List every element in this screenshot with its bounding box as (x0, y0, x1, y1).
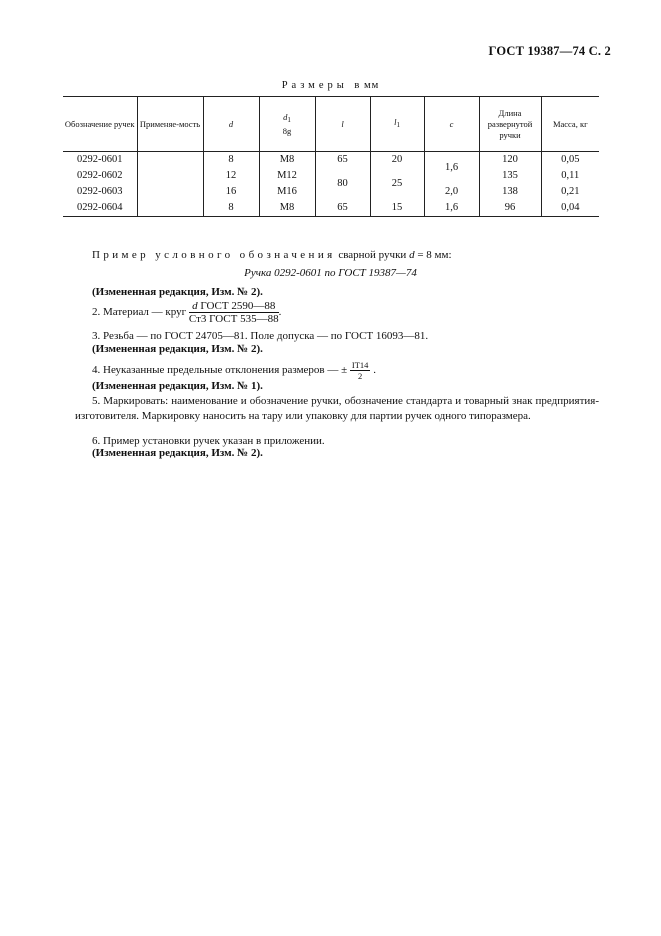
cell-c: 2,0 (424, 184, 479, 200)
item-5: 5. Маркировать: наименование и обозначение ручки, обозначение стандарта и товарный знак предприятия-изготовителя. Маркировку наносить на тару или упаковку для партии ручек одного типоразмера. (75, 395, 599, 422)
material-var: d (192, 300, 198, 312)
item-2: 2. Материал — круг $\frac{\text{d ГОСТ 2590—88}}{\text{Ст3 ГОСТ 535—88}}$ . (92, 300, 282, 325)
item-6: 6. Пример установки ручек указан в приложении. (92, 435, 325, 447)
table-header-row (63, 97, 599, 152)
material-fraction (189, 300, 279, 325)
cell-mass: 0,11 (541, 168, 599, 184)
cell-c: 1,6 (424, 152, 479, 185)
page-header: ГОСТ 19387—74 С. 2 (488, 44, 611, 58)
cell-mass: 0,05 (541, 152, 599, 169)
cell-application (137, 152, 203, 169)
material-fraction-denominator: Ст3 ГОСТ 535—88 (188, 313, 279, 325)
cell-d: 12 (203, 168, 259, 184)
example-label: Пример условного обозначения (92, 249, 336, 261)
cell-l1: 25 (370, 168, 424, 200)
cell-designation: 0292-0603 (63, 184, 137, 200)
cell-l1: 20 (370, 152, 424, 169)
col-d: d (203, 97, 259, 152)
material-fraction-numerator (189, 300, 279, 313)
cell-d1: М16 (259, 184, 315, 200)
col-l1 (370, 97, 424, 152)
material-num-text: ГОСТ 2590—88 (197, 300, 276, 312)
cell-application (137, 168, 203, 184)
example-rest-var: d (409, 249, 415, 261)
cell-length: 120 (479, 152, 541, 169)
cell-l: 65 (315, 152, 370, 169)
col-l1-symbol: l (394, 117, 397, 127)
item-4-prefix: 4. Неуказанные предельные отклонения размеров — ± (92, 364, 348, 377)
col-mass: Масса, кг (541, 97, 599, 152)
cell-application (137, 200, 203, 217)
cell-designation: 0292-0602 (63, 168, 137, 184)
edit-note: (Измененная редакция, Изм. № 2). (92, 447, 263, 459)
cell-d: 8 (203, 152, 259, 169)
tolerance-numerator: IT14 (351, 360, 369, 370)
col-c: c (424, 97, 479, 152)
item-2-prefix: 2. Материал — круг (92, 306, 187, 319)
table-row (63, 200, 599, 217)
table-row (63, 168, 599, 184)
col-l: l (315, 97, 370, 152)
dimensions-table (63, 96, 599, 217)
cell-d: 8 (203, 200, 259, 217)
cell-application (137, 184, 203, 200)
example-designation: Ручка 0292-0601 по ГОСТ 19387—74 (244, 267, 417, 279)
col-application: Применяе-мость (137, 97, 203, 152)
example-rest-prefix: сварной ручки (335, 249, 410, 261)
table-row (63, 152, 599, 169)
cell-length: 135 (479, 168, 541, 184)
table-caption-label: Размеры (281, 80, 348, 91)
col-l1-sub: 1 (396, 121, 400, 129)
edit-note: (Измененная редакция, Изм. № 2). (92, 343, 263, 355)
example-line (92, 249, 452, 261)
col-designation: Обозначение ручек (63, 97, 137, 152)
cell-l: 65 (315, 200, 370, 217)
cell-designation: 0292-0601 (63, 152, 137, 169)
table-caption (0, 80, 661, 91)
col-d1 (259, 97, 315, 152)
col-d1-symbol: d (283, 111, 288, 122)
edit-note: (Измененная редакция, Изм. № 1). (92, 380, 263, 392)
cell-d1: М12 (259, 168, 315, 184)
tolerance-fraction (350, 360, 371, 381)
tolerance-denominator: 2 (358, 371, 363, 381)
example-rest-suffix: = 8 мм: (414, 249, 452, 261)
cell-l1: 15 (370, 200, 424, 217)
col-d1-tolerance: 8g (282, 125, 292, 136)
edit-note: (Измененная редакция, Изм. № 2). (92, 286, 263, 298)
item-3: 3. Резьба — по ГОСТ 24705—81. Поле допуска — по ГОСТ 16093—81. (92, 330, 429, 342)
cell-length: 96 (479, 200, 541, 217)
cell-designation: 0292-0604 (63, 200, 137, 217)
cell-mass: 0,21 (541, 184, 599, 200)
item-4: 4. Неуказанные предельные отклонения размеров — ± $\frac{IT14}{2}$ . (92, 360, 376, 381)
col-d1-sub: 1 (287, 115, 291, 124)
cell-mass: 0,04 (541, 200, 599, 217)
cell-length: 138 (479, 184, 541, 200)
col-length: Длина развернутой ручки (479, 97, 541, 152)
cell-d1: М8 (259, 200, 315, 217)
cell-d1: М8 (259, 152, 315, 169)
cell-c: 1,6 (424, 200, 479, 217)
cell-d: 16 (203, 184, 259, 200)
cell-l: 80 (315, 168, 370, 200)
table-caption-unit: в мм (354, 80, 380, 91)
